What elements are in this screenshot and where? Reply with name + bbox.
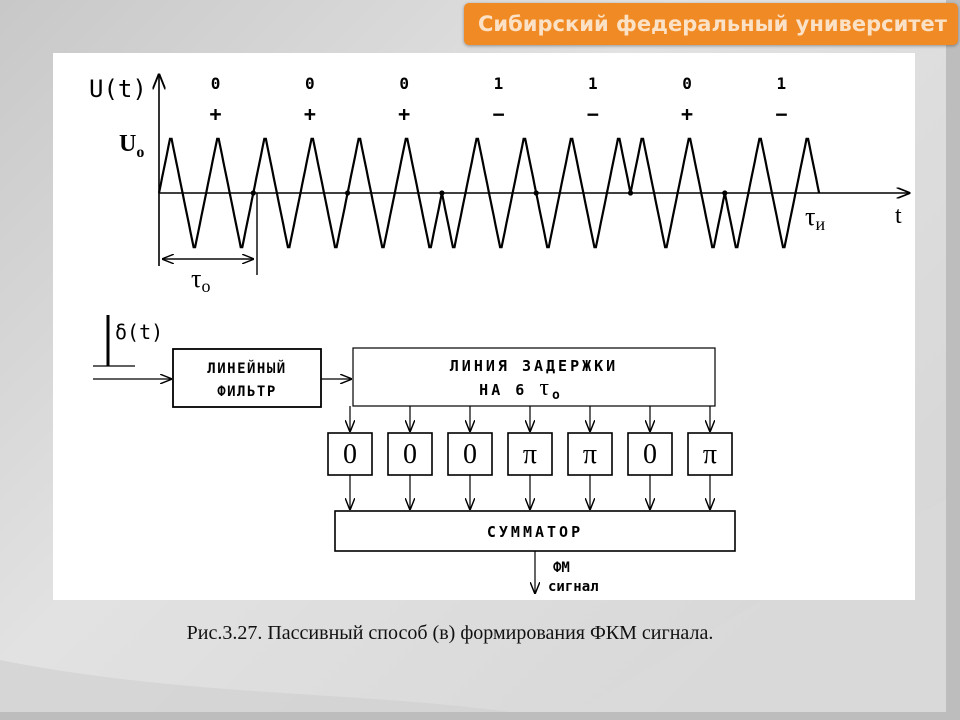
x-axis-label: t <box>895 203 902 229</box>
bit-sign-label: + <box>303 102 316 126</box>
bit-value-label: 0 <box>399 74 410 93</box>
block-diagram <box>93 315 735 595</box>
phase-shifter-label: π <box>522 439 538 470</box>
phase-shifter-label: π <box>582 439 598 470</box>
phase-shifter-row <box>328 406 732 509</box>
bit-sign-label: + <box>681 102 694 126</box>
phase-shifter-label: 0 <box>643 439 657 470</box>
adder-label: СУММАТОР <box>486 523 584 541</box>
bit-sign-label: + <box>209 102 222 126</box>
phase-boundary-dot <box>251 190 256 195</box>
y-axis-label: U(t) <box>89 75 147 103</box>
bit-value-label: 0 <box>682 74 692 93</box>
bit-sign-label: − <box>586 102 599 126</box>
filter-label-1: ЛИНЕЙНЫЙ <box>207 361 287 377</box>
figure-panel <box>53 53 915 600</box>
bit-value-label: 0 <box>305 74 315 93</box>
phase-shifter-label: 0 <box>463 439 477 470</box>
bit-value-label: 1 <box>776 74 787 93</box>
phase-shifter-label: 0 <box>403 439 417 470</box>
bit-sign-label: + <box>398 102 411 126</box>
pulse-end-label: τи <box>805 202 826 234</box>
delay-label-2: НА 6 τo <box>479 375 563 403</box>
phase-shifter-label: π <box>702 439 718 470</box>
figure-svg <box>53 53 915 600</box>
output-label-2: сигнал <box>548 579 599 595</box>
bit-value-label: 1 <box>587 74 598 93</box>
amplitude-label: $U_o$ <box>119 131 145 161</box>
phase-boundary-dot <box>534 190 539 195</box>
phase-boundary-dot <box>345 190 350 195</box>
bit-labels <box>210 74 788 126</box>
phase-boundary-dot <box>722 190 727 195</box>
bit-value-label: 1 <box>493 74 504 93</box>
filter-label-2: ФИЛЬТР <box>217 384 277 400</box>
delta-label: δ(t) <box>115 320 164 344</box>
bit-sign-label: − <box>492 102 505 126</box>
delay-label-1: ЛИНИЯ ЗАДЕРЖКИ <box>449 357 619 375</box>
bit-value-label: 0 <box>210 74 221 93</box>
phase-boundary-dot <box>628 190 633 195</box>
figure-caption: Рис.3.27. Пассивный способ (в) формирования ФКМ сигнала. <box>186 622 714 644</box>
signal-plot <box>89 74 909 296</box>
output-label-1: ФМ <box>553 560 570 576</box>
period-label: τo <box>191 264 211 296</box>
university-badge: Сибирский федеральный университет <box>464 3 958 45</box>
phase-shifter-label: 0 <box>343 439 357 470</box>
bit-sign-label: − <box>775 102 788 126</box>
phase-boundary-dot <box>439 190 444 195</box>
